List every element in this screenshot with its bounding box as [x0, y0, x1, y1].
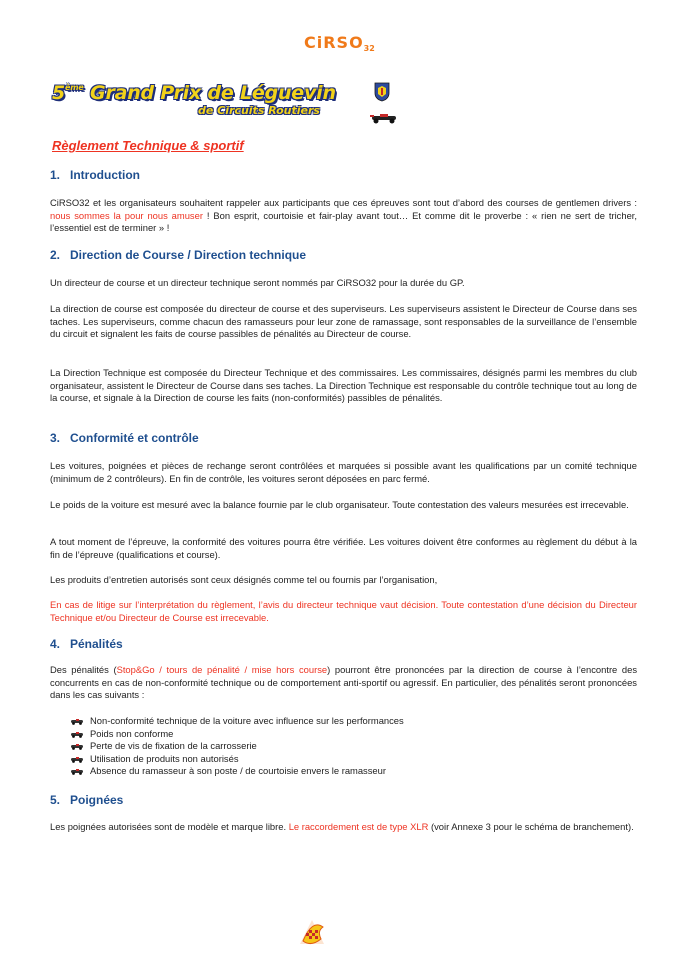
section-5-paragraph [50, 821, 637, 834]
banner-line1 [52, 82, 336, 104]
list-item-text: Utilisation de produits non autorisés [90, 752, 239, 764]
list-item-text: Poids non conforme [90, 727, 174, 739]
list-item [70, 753, 404, 766]
footer-logo-icon [297, 917, 327, 947]
cirso-logo [304, 33, 375, 53]
section-4-heading [50, 637, 123, 651]
list-item [70, 765, 404, 778]
banner-edition-suffix: ème [65, 83, 84, 92]
list-item [70, 728, 404, 741]
section-title: Poignées [70, 793, 124, 807]
penalty-list [70, 715, 404, 778]
section-number: 4. [50, 637, 61, 651]
highlight-text: Stop&Go / tours de pénalité / mise hors course [116, 664, 328, 675]
race-car-bullet-icon [70, 756, 84, 763]
race-car-bullet-icon [70, 768, 84, 775]
section-2-paragraph-2: La direction de course est composée du directeur de course et des superviseurs. Les superviseurs assistent le Directeur de Course dans ses taches. Les superviseurs, comme chacun des ramasseurs pour leur zone de ramassage, sont responsables de la surveillance de l’ensemble du circuit et signalent les faits de course passibles de pénalités au Directeur de course. [50, 303, 637, 339]
section-3-paragraph-3: A tout moment de l’épreuve, la conformité des voitures pourra être vérifiée. Les voitures doivent être conformes au règlement du début à la fin de l’épreuve (qualifications et course). [50, 536, 637, 560]
text-run: (voir Annexe 3 pour le schéma de branchement). [428, 821, 634, 832]
race-car-icon [370, 112, 398, 124]
crest-icon [374, 82, 390, 102]
logo-text: CiRSO [304, 33, 364, 52]
section-number: 2. [50, 248, 61, 262]
banner-line2: de Circuits Routiers [198, 104, 320, 117]
section-number: 1. [50, 168, 61, 182]
race-car-bullet-icon [70, 731, 84, 738]
banner-title: Grand Prix de Léguevin [90, 82, 336, 104]
section-2-paragraph-3: La Direction Technique est composée du Directeur Technique et des commissaires. Les commissaires, désignés parmi les membres du club organisateur, assistent le Directeur de Course dans ses taches. La Direction Technique est responsable du contrôle technique tout au long de la course, et signale à la Direction de course les faits (non-conformités) passibles de pénalités. [50, 367, 637, 403]
section-1-paragraph [50, 197, 637, 235]
document-title: Règlement Technique & sportif [52, 138, 244, 153]
section-title: Pénalités [70, 637, 123, 651]
highlight-text: nous sommes la pour nous amuser [50, 209, 203, 221]
text-run: CiRSO32 et les organisateurs souhaitent rappeler aux participants que ces épreuves sont tout d’abord des courses de gentlemen drivers : [50, 197, 637, 208]
section-2-heading [50, 248, 306, 262]
highlight-text: Le raccordement est de type XLR [288, 821, 429, 832]
list-item-text: Perte de vis de fixation de la carrosserie [90, 740, 257, 752]
banner-edition: 5 [52, 82, 66, 104]
section-4-paragraph [50, 664, 637, 702]
section-3-paragraph-2: Le poids de la voiture est mesuré avec la balance fournie par le club organisateur. Toute contestation des valeurs mesurées est irrecevable. [50, 499, 629, 510]
section-number: 3. [50, 431, 61, 445]
list-item-text: Absence du ramasseur à son poste / de courtoisie envers le ramasseur [90, 765, 386, 777]
section-3-paragraph-4: Les produits d’entretien autorisés sont ceux désignés comme tel ou fournis par l’organisation, [50, 574, 438, 585]
race-car-bullet-icon [70, 718, 84, 725]
section-1-heading [50, 168, 140, 182]
section-number: 5. [50, 793, 61, 807]
event-banner [52, 82, 352, 122]
text-run: Des pénalités ( [50, 664, 117, 675]
section-3-paragraph-5: En cas de litige sur l’interprétation du règlement, l’avis du directeur technique vaut décision. Toute contestation d’une décision du Directeur Technique et/ou Directeur de Course est irrecevable. [50, 599, 637, 623]
section-title: Direction de Course / Direction technique [70, 248, 307, 262]
logo-number: 32 [363, 44, 375, 53]
race-car-bullet-icon [70, 743, 84, 750]
list-item [70, 715, 404, 728]
section-title: Conformité et contrôle [70, 431, 199, 445]
text-run: Les poignées autorisées sont de modèle et marque libre. [50, 821, 289, 832]
section-5-heading [50, 793, 123, 807]
section-3-heading [50, 431, 199, 445]
section-title: Introduction [70, 168, 140, 182]
section-2-paragraph-1: Un directeur de course et un directeur technique seront nommés par CiRSO32 pour la durée du GP. [50, 277, 465, 288]
text-run: ) pourront être prononcées par la direction de course à l’encontre des concurrents en cas de non-conformité technique ou de comportement anti-sportif ou agressif. En particulier, des pénalités seront prononcées dans les cas suivants : [50, 664, 638, 700]
text-run: ! Bon esprit, courtoisie et fair-play avant tout… Et comme dit le proverbe : « rien ne sert de tricher, l’essentiel est de terminer » ! [50, 209, 637, 233]
section-3-paragraph-1: Les voitures, poignées et pièces de rechange seront contrôlées et marquées si possible avant les qualifications par un comité technique (minimum de 2 contrôleurs). En fin de contrôle, les voitures seront déposées en parc fermé. [50, 460, 637, 484]
list-item-text: Non-conformité technique de la voiture avec influence sur les performances [90, 715, 404, 726]
list-item [70, 740, 404, 753]
